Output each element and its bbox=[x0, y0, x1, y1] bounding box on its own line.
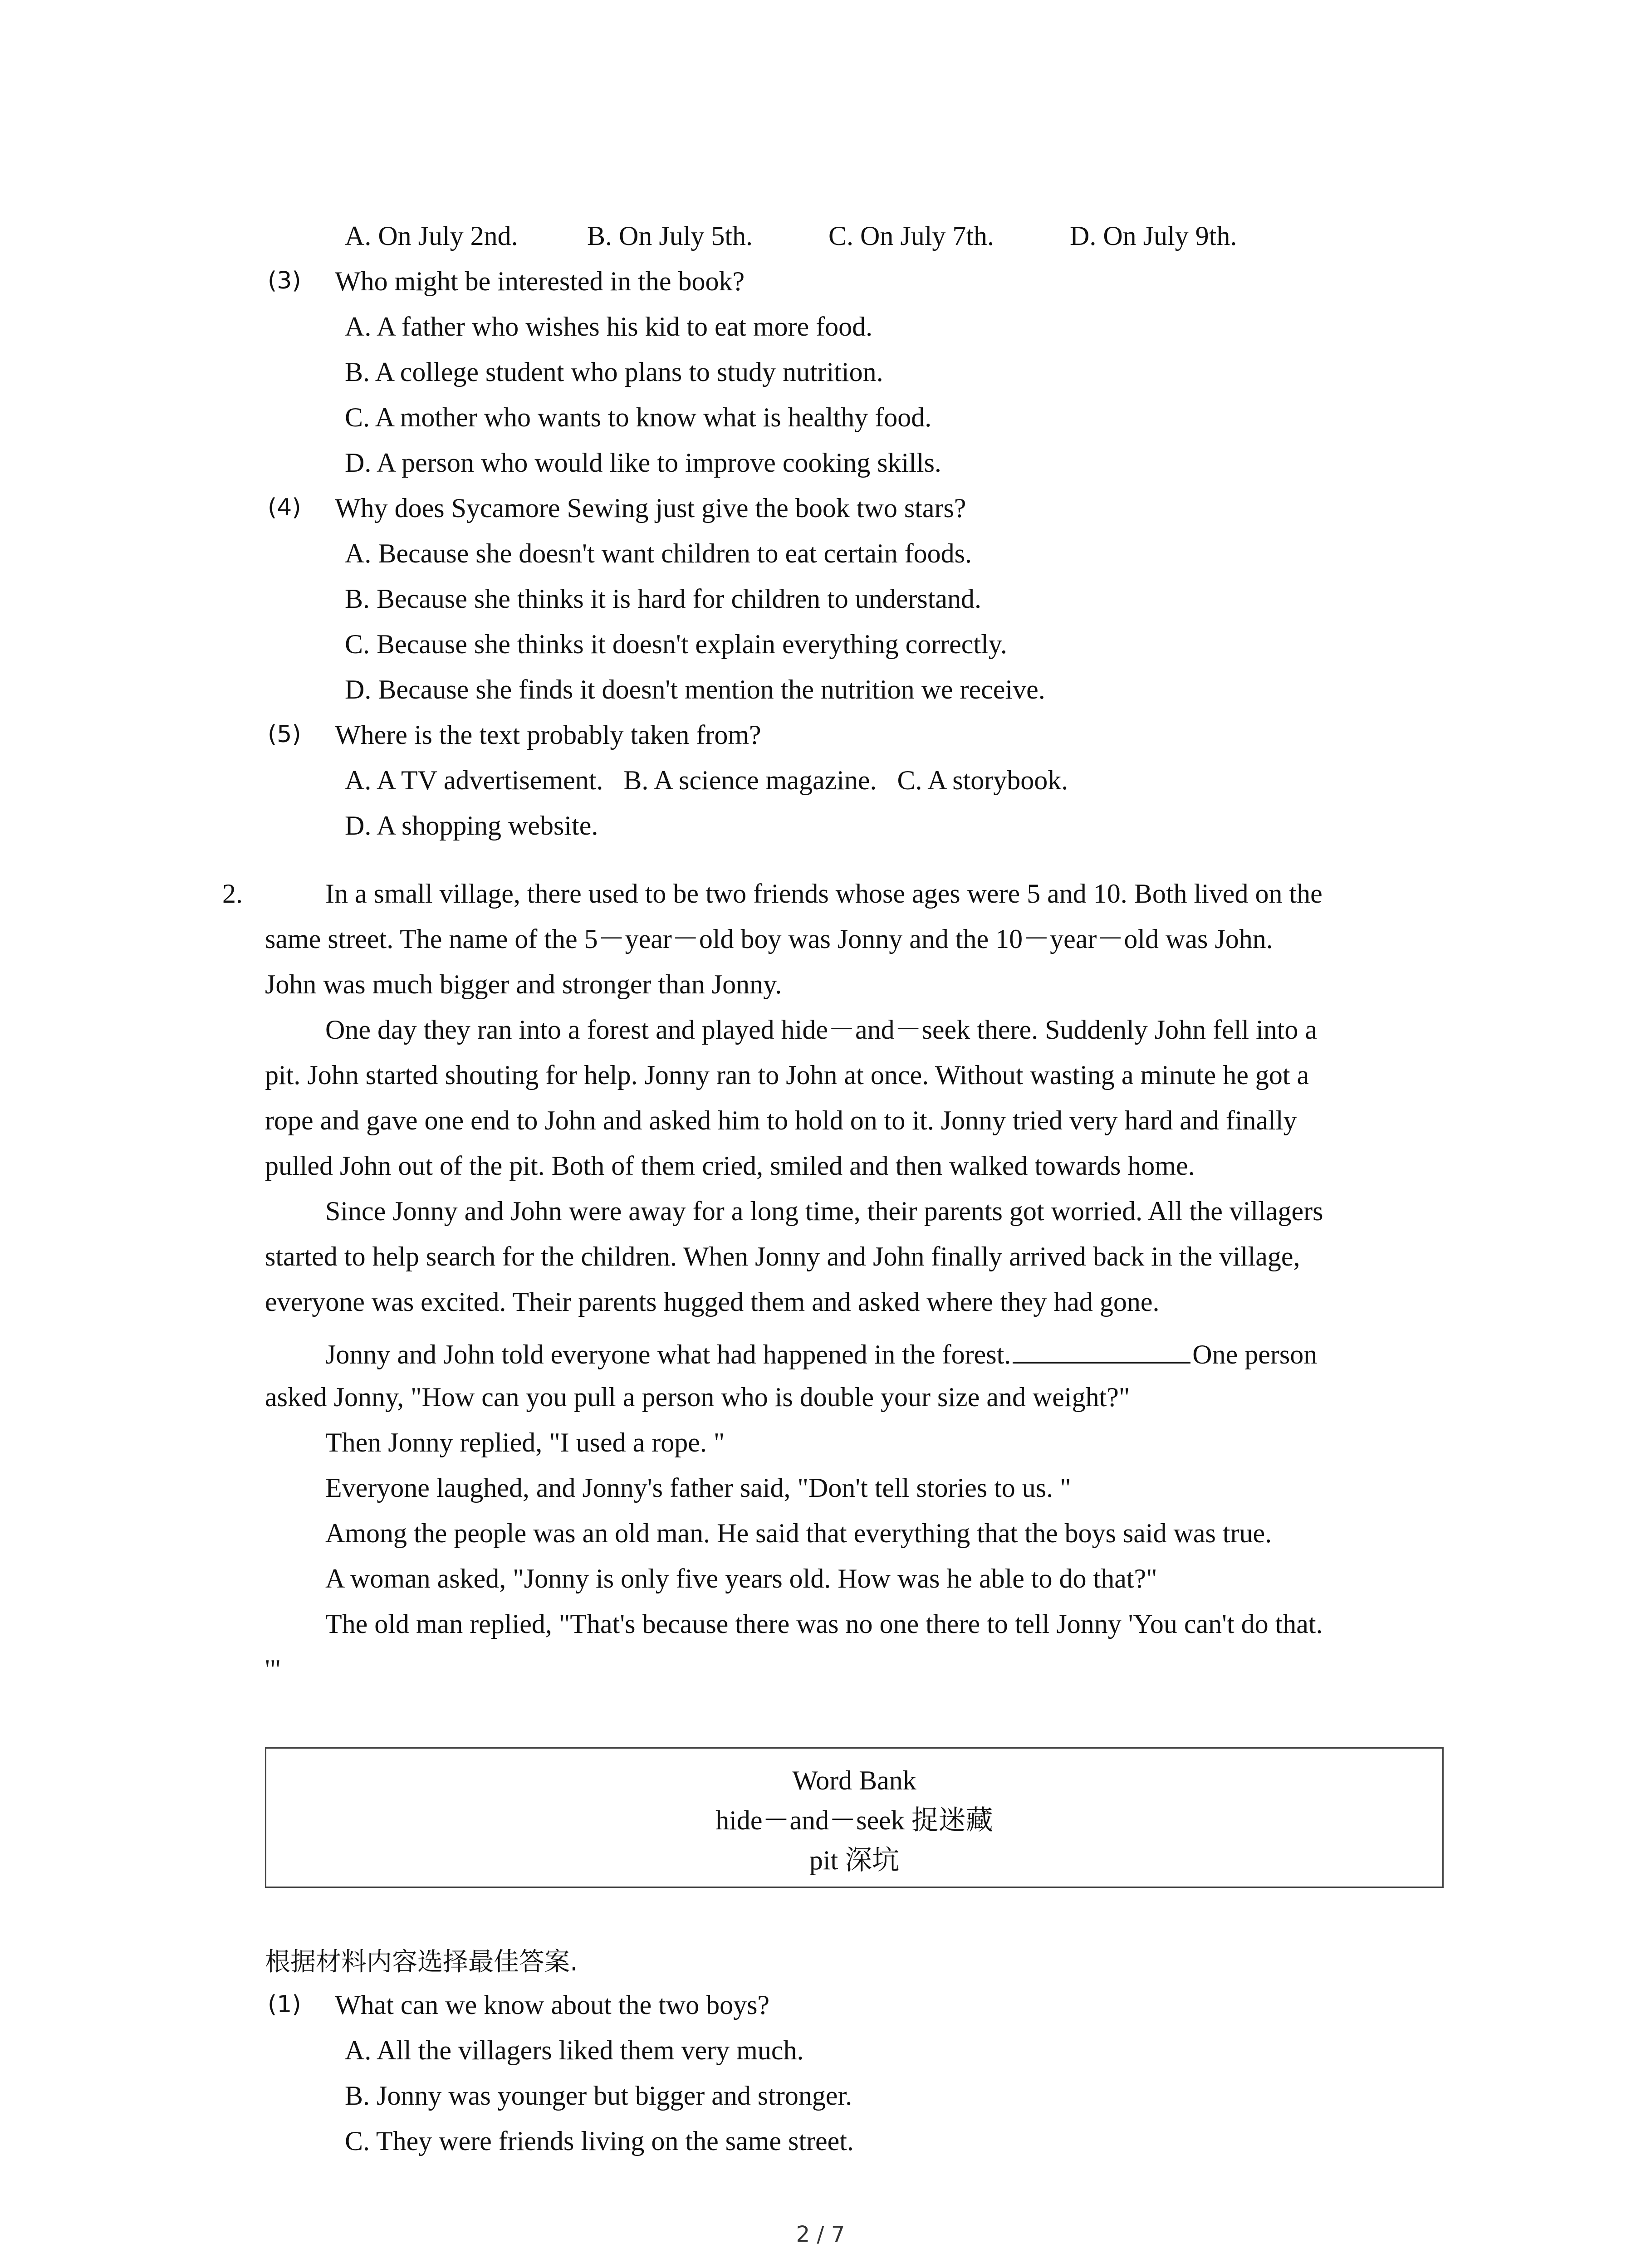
q3-option-b: B. A college student who plans to study nutrition. bbox=[345, 357, 883, 387]
passage-line: In a small village, there used to be two friends whose ages were 5 and 10. Both lived on the bbox=[325, 879, 1323, 909]
passage-line: Everyone laughed, and Jonny's father said, "Don't tell stories to us. " bbox=[325, 1473, 1071, 1503]
passage-number: 2. bbox=[222, 879, 243, 909]
passage-line: asked Jonny, "How can you pull a person who is double your size and weight?" bbox=[265, 1382, 1130, 1412]
q4-option-d: D. Because she finds it doesn't mention the nutrition we receive. bbox=[345, 675, 1045, 704]
q2-option-c: C. On July 7th. bbox=[828, 221, 994, 251]
passage-text: One person bbox=[1192, 1339, 1318, 1369]
passage-line: pulled John out of the pit. Both of them cried, smiled and then walked towards home. bbox=[265, 1151, 1195, 1181]
passage-line: Among the people was an old man. He said that everything that the boys said was true. bbox=[325, 1518, 1272, 1548]
p2-q1-option-c: C. They were friends living on the same street. bbox=[345, 2126, 854, 2156]
q5-question: Where is the text probably taken from? bbox=[335, 720, 761, 750]
word-bank-title: Word Bank bbox=[792, 1765, 916, 1795]
q3-option-d: D. A person who would like to improve cooking skills. bbox=[345, 448, 941, 478]
q3-option-c: C. A mother who wants to know what is healthy food. bbox=[345, 402, 932, 432]
passage-line: John was much bigger and stronger than Jonny. bbox=[265, 969, 782, 999]
page-number: 2 / 7 bbox=[796, 2222, 845, 2247]
q3-question: Who might be interested in the book? bbox=[335, 266, 745, 296]
passage-line: rope and gave one end to John and asked him to hold on to it. Jonny tried very hard and finally bbox=[265, 1105, 1297, 1135]
q5-number: (5) bbox=[268, 721, 301, 748]
q3-option-a: A. A father who wishes his kid to eat more food. bbox=[345, 312, 873, 342]
q2-option-a: A. On July 2nd. bbox=[345, 221, 518, 251]
word-bank-entry: pit 深坑 bbox=[809, 1845, 900, 1875]
q4-option-b: B. Because she thinks it is hard for children to understand. bbox=[345, 584, 982, 614]
passage-line: everyone was excited. Their parents hugged them and asked where they had gone. bbox=[265, 1287, 1160, 1317]
q4-option-a: A. Because she doesn't want children to eat certain foods. bbox=[345, 538, 972, 568]
answer-blank[interactable] bbox=[1013, 1338, 1190, 1364]
q2-option-d: D. On July 9th. bbox=[1070, 221, 1237, 251]
q5-options-line1: A. A TV advertisement. B. A science magazine. C. A storybook. bbox=[345, 765, 1068, 795]
passage-line: same street. The name of the 5－year－old boy was Jonny and the 10－year－old was John. bbox=[265, 924, 1273, 954]
p2-q1-option-b: B. Jonny was younger but bigger and stronger. bbox=[345, 2081, 852, 2111]
word-bank-entry: hide－and－seek 捉迷藏 bbox=[715, 1805, 993, 1835]
word-bank-box bbox=[265, 1747, 1444, 1888]
passage-line: pit. John started shouting for help. Jonny ran to John at once. Without wasting a minute he got a bbox=[265, 1060, 1309, 1090]
q2-option-b: B. On July 5th. bbox=[587, 221, 753, 251]
q4-question: Why does Sycamore Sewing just give the book two stars? bbox=[335, 493, 966, 523]
passage-text: Jonny and John told everyone what had happened in the forest. bbox=[325, 1339, 1011, 1369]
passage-line: A woman asked, "Jonny is only five years old. How was he able to do that?" bbox=[325, 1564, 1157, 1593]
q2-options-row bbox=[345, 222, 1388, 250]
p2-q1-question: What can we know about the two boys? bbox=[335, 1990, 770, 2020]
q4-number: (4) bbox=[268, 494, 301, 521]
p2-q1-option-a: A. All the villagers liked them very much. bbox=[345, 2035, 804, 2065]
passage-line-with-blank bbox=[325, 1338, 1317, 1368]
q4-option-c: C. Because she thinks it doesn't explain everything correctly. bbox=[345, 629, 1007, 659]
passage-line: Then Jonny replied, "I used a rope. " bbox=[325, 1427, 725, 1457]
p2-q1-number: (1) bbox=[268, 1991, 301, 2018]
passage-line: '" bbox=[265, 1654, 281, 1684]
passage-line: One day they ran into a forest and played hide－and－seek there. Suddenly John fell into a bbox=[325, 1015, 1318, 1045]
q3-number: (3) bbox=[268, 267, 301, 294]
passage-line: The old man replied, "That's because there was no one there to tell Jonny 'You can't do that. bbox=[325, 1609, 1323, 1639]
passage-line: Since Jonny and John were away for a long time, their parents got worried. All the villagers bbox=[325, 1196, 1323, 1226]
passage-line: started to help search for the children. When Jonny and John finally arrived back in the village, bbox=[265, 1242, 1300, 1271]
instruction: 根据材料内容选择最佳答案. bbox=[265, 1947, 578, 1977]
q5-options-line2: D. A shopping website. bbox=[345, 811, 598, 841]
